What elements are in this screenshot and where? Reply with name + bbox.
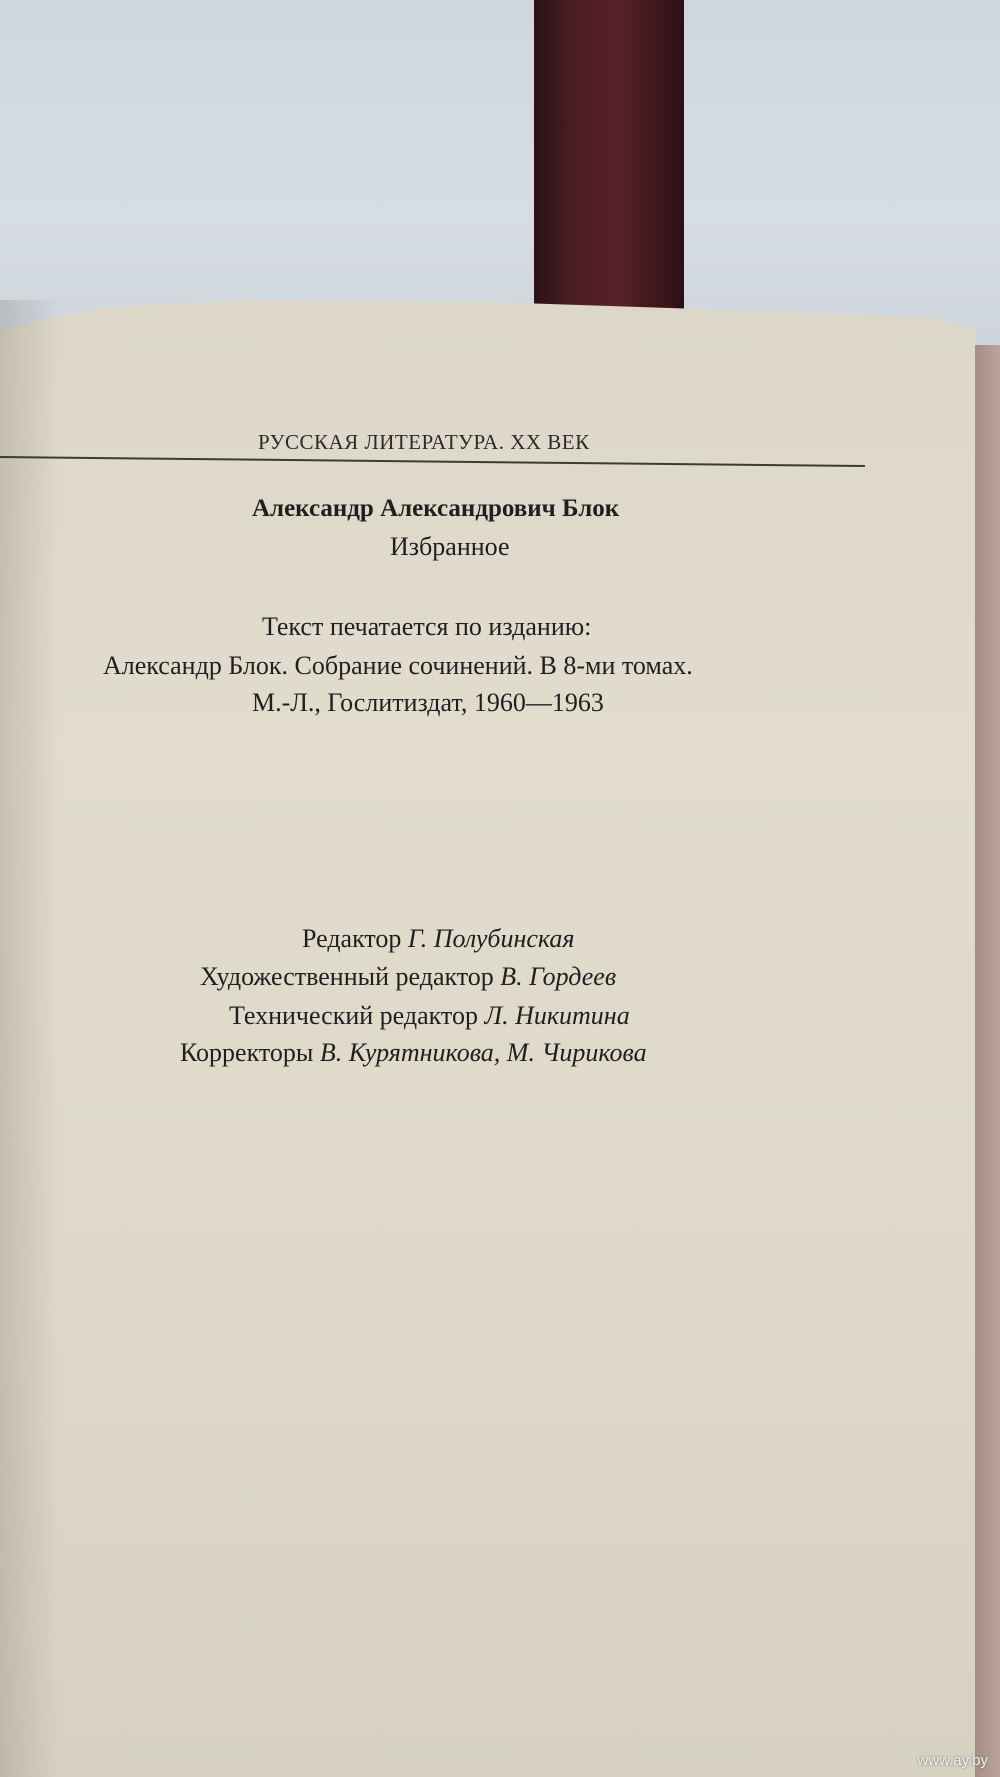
source-line-2: Александр Блок. Собрание сочинений. В 8-ми томах. <box>103 651 693 680</box>
author-name: Александр Александрович Блок <box>252 495 620 522</box>
book-title: Избранное <box>390 532 510 561</box>
site-watermark: www.ay.by <box>917 1752 988 1769</box>
credit-role: Технический редактор <box>229 1001 478 1030</box>
bookmark-ribbon <box>534 0 684 320</box>
credit-name: Г. Полубинская <box>407 924 575 953</box>
source-line-3: М.-Л., Гослитиздат, 1960—1963 <box>252 688 604 717</box>
credit-role: Редактор <box>302 924 402 953</box>
credit-role: Корректоры <box>180 1038 314 1067</box>
series-header: РУССКАЯ ЛИТЕРАТУРА. XX ВЕК <box>258 430 590 454</box>
credit-line-proofreaders <box>180 1038 647 1068</box>
credit-name: В. Курятникова, М. Чирикова <box>319 1038 647 1067</box>
credit-line-art-editor <box>200 962 616 992</box>
page-gutter-shadow <box>0 300 60 1777</box>
credit-role: Художественный редактор <box>200 962 494 991</box>
credit-line-editor <box>302 924 575 954</box>
credit-line-tech-editor <box>229 1001 630 1031</box>
credit-name: В. Гордеев <box>500 962 617 991</box>
credit-name: Л. Никитина <box>484 1001 630 1030</box>
source-line-1: Текст печатается по изданию: <box>262 612 592 641</box>
